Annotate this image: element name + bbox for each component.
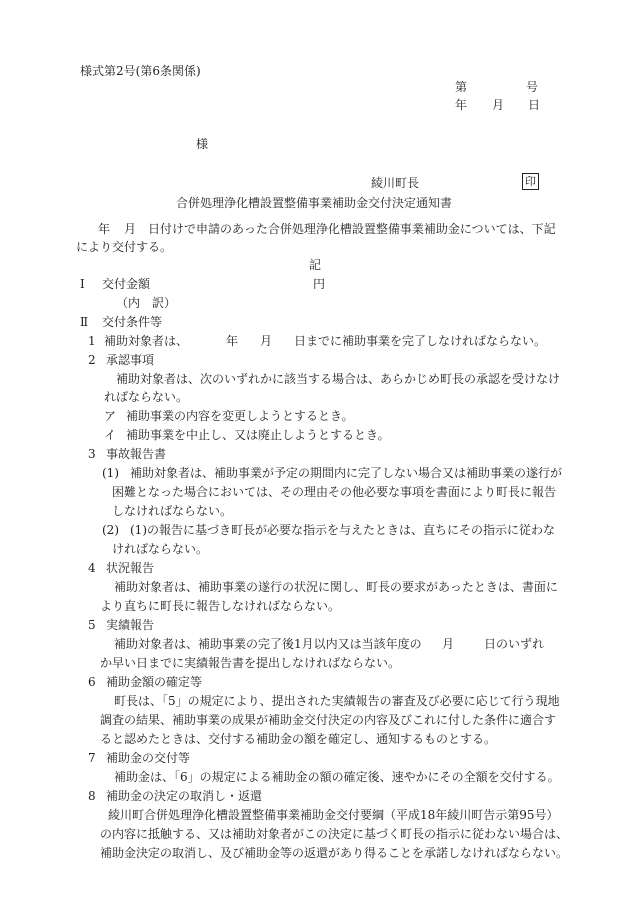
document-title: 合併処理浄化槽設置整備事業補助金交付決定通知書	[176, 196, 453, 210]
item3-p2-mark: (2)	[102, 523, 119, 537]
recipient-suffix: 様	[196, 137, 209, 151]
section1-numeral: Ⅰ	[80, 277, 85, 291]
item2-i-text: 補助事業を中止し、又は廃止しようとするとき。	[126, 428, 390, 442]
item3-p2-line2: ければならない。	[112, 542, 209, 556]
date-year: 年	[455, 98, 468, 112]
item7-line1: 補助金は、「6」の規定による補助金の額の確定後、速やかにその全額を交付する。	[114, 770, 560, 784]
item6-num: 6	[88, 675, 96, 689]
item8-line3: 補助金決定の取消し、及び補助金等の返還があり得ることを承諾しなければならない。	[100, 846, 569, 860]
item8-num: 8	[88, 789, 96, 803]
item2-i-mark: イ	[104, 428, 117, 442]
intro-year: 年	[98, 222, 111, 236]
item4-num: 4	[88, 561, 96, 575]
date-month: 月	[492, 98, 505, 112]
date-day: 日	[528, 98, 541, 112]
item1-num: 1	[88, 334, 96, 348]
intro-text: 日付けで申請のあった合併処理浄化槽設置整備事業補助金については、下記	[148, 222, 556, 236]
item3-num: 3	[88, 447, 96, 461]
item8-line2: の内容に抵触する、又は補助対象者がこの決定に基づく町長の指示に従わない場合は、	[100, 827, 569, 841]
intro-month: 月	[124, 222, 137, 236]
item3-p1-line2: 困難となった場合においては、その理由その他必要な事項を書面により町長に報告	[112, 485, 557, 499]
item1-year: 年	[226, 334, 239, 348]
item2-num: 2	[88, 353, 96, 367]
item6-line2: 調査の結果、補助事業の成果が補助金交付決定の内容及びこれに付した条件に適合す	[100, 713, 557, 727]
item2-line1: 補助対象者は、次のいずれかに該当する場合は、あらかじめ町長の承認を受けなけ	[116, 372, 561, 386]
item7-num: 7	[88, 751, 96, 765]
number-dai: 第	[455, 80, 468, 94]
section1-unit: 円	[313, 277, 326, 291]
section1-breakdown: （内 訳）	[116, 296, 177, 310]
sender: 綾川町長	[371, 176, 420, 190]
number-go: 号	[526, 80, 539, 94]
item6-line1: 町長は、「5」の規定により、提出された実績報告の審査及び必要に応じて行う現地	[114, 694, 560, 708]
item5-line1-c: 日のいずれ	[484, 637, 545, 651]
section2-numeral: Ⅱ	[80, 315, 89, 329]
item5-heading: 実績報告	[106, 618, 155, 632]
item5-line1-a: 補助対象者は、補助事業の完了後1月以内又は当該年度の	[114, 637, 422, 651]
ki-mark: 記	[309, 258, 322, 272]
item7-heading: 補助金の交付等	[106, 751, 191, 765]
item8-heading: 補助金の決定の取消し・返還	[106, 789, 263, 803]
item3-p1-mark: (1)	[102, 466, 119, 480]
item6-line3: ると認めたときは、交付する補助金の額を確定し、通知するものとする。	[100, 732, 497, 746]
item2-line2: ればならない。	[104, 390, 189, 404]
item5-line2: か早い日までに実績報告書を提出しなければならない。	[100, 656, 401, 670]
section1-heading: 交付金額	[102, 277, 151, 291]
item2-a-text: 補助事業の内容を変更しようとするとき。	[126, 409, 354, 423]
item4-line1: 補助対象者は、補助事業の遂行の状況に関し、町長の要求があったときは、書面に	[114, 580, 558, 594]
item1-month: 月	[260, 334, 273, 348]
item4-heading: 状況報告	[106, 561, 155, 575]
seal-mark: 印	[522, 173, 539, 190]
item3-heading: 事故報告書	[106, 447, 167, 461]
item1-text-a: 補助対象者は、	[104, 334, 189, 348]
item3-p1-line1: 補助対象者は、補助事業が予定の期間内に完了しない場合又は補助事業の遂行が	[130, 466, 563, 480]
item5-num: 5	[88, 618, 96, 632]
item3-p2-line1: (1)の報告に基づき町長が必要な指示を与えたときは、直ちにその指示に従わな	[130, 523, 556, 537]
item2-a-mark: ア	[104, 409, 117, 423]
item2-heading: 承認事項	[106, 353, 155, 367]
item1-text-b: 日までに補助事業を完了しなければならない。	[294, 334, 547, 348]
item6-heading: 補助金額の確定等	[106, 675, 203, 689]
item5-month: 月	[442, 637, 455, 651]
item4-line2: より直ちに町長に報告しなければならない。	[100, 599, 341, 613]
item3-p1-line3: しなければならない。	[112, 504, 233, 518]
intro-line2: により交付する。	[76, 240, 173, 254]
section2-heading: 交付条件等	[102, 315, 163, 329]
item8-line1: 綾川町合併処理浄化槽設置整備事業補助金交付要綱（平成18年綾川町告示第95号）	[108, 808, 559, 822]
form-label: 様式第2号(第6条関係)	[80, 64, 201, 78]
